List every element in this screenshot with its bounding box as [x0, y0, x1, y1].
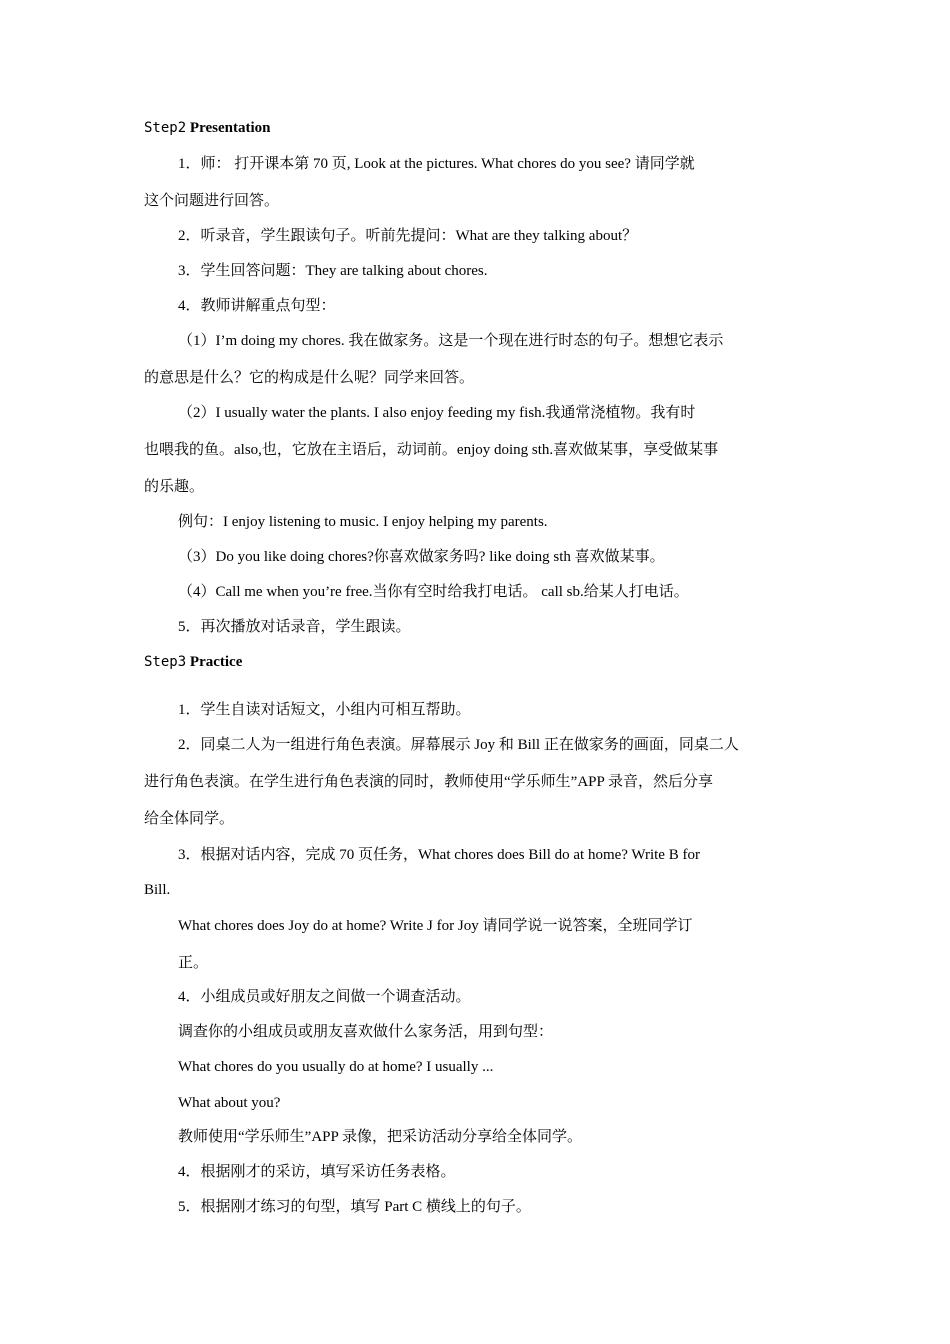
step2-p5: 5．再次播放对话录音，学生跟读。	[178, 619, 411, 635]
step2-s3: （3）Do you like doing chores?你喜欢做家务吗? like doing sth 喜欢做某事。	[178, 549, 665, 565]
step2-p2: 2．听录音，学生跟读句子。听前先提问：What are they talking about？	[178, 228, 638, 244]
step3-p4b: 4．根据刚才的采访，填写采访任务表格。	[178, 1164, 456, 1180]
step3-p4-a: 调查你的小组成员或朋友喜欢做什么家务活，用到句型：	[178, 1024, 554, 1040]
step2-s2-line3: 的乐趣。	[144, 479, 205, 495]
step3-p2-line1: 2．同桌二人为一组进行角色表演。屏幕展示 Joy 和 Bill 正在做家务的画面，同桌二人	[178, 737, 739, 753]
step3-heading	[144, 652, 242, 672]
step2-title: Presentation	[189, 120, 271, 136]
step3-p2-line2: 进行角色表演。在学生进行角色表演的同时，教师使用“学乐师生”APP 录音，然后分享	[144, 774, 714, 790]
step2-s4: （4）Call me when you’re free.当你有空时给我打电话。 call sb.给某人打电话。	[178, 584, 689, 600]
step2-s1-line2: 的意思是什么？它的构成是什么呢？同学来回答。	[144, 370, 475, 386]
step2-p4: 4．教师讲解重点句型：	[178, 298, 336, 314]
step2-s2-line1: （2）I usually water the plants. I also enjoy feeding my fish.我通常浇植物。我有时	[178, 405, 696, 421]
step3-p4-b: What chores do you usually do at home? I usually ...	[178, 1059, 494, 1075]
step2-p1-line2: 这个问题进行回答。	[144, 193, 280, 209]
step3-p3-line1: 3．根据对话内容，完成 70 页任务，What chores does Bill do at home? Write B for	[178, 847, 700, 863]
step2-heading	[144, 118, 270, 138]
step3-p5: 5．根据刚才练习的句型，填写 Part C 横线上的句子。	[178, 1199, 531, 1215]
step2-s2-line2: 也喂我的鱼。also,也，它放在主语后，动词前。enjoy doing sth.喜欢做某事，享受做某事	[144, 442, 719, 458]
step3-title: Practice	[189, 654, 243, 670]
step3-p4: 4．小组成员或好朋友之间做一个调查活动。	[178, 989, 471, 1005]
step3-p4-c: What about you?	[178, 1095, 281, 1111]
step2-p3: 3．学生回答问题：They are talking about chores.	[178, 263, 488, 279]
step2-p1-line1: 1．师： 打开课本第 70 页, Look at the pictures. What chores do you see? 请同学就	[178, 156, 695, 172]
step3-label: Step3	[144, 654, 187, 670]
step2-s1-line1: （1）I’m doing my chores. 我在做家务。这是一个现在进行时态的句子。想想它表示	[178, 333, 724, 349]
step3-p1: 1．学生自读对话短文，小组内可相互帮助。	[178, 702, 471, 718]
step3-p2-line3: 给全体同学。	[144, 811, 235, 827]
step3-p3-line3: What chores does Joy do at home? Write J for Joy 请同学说一说答案，全班同学订	[178, 918, 693, 934]
step2-example: 例句：I enjoy listening to music. I enjoy helping my parents.	[178, 514, 548, 530]
step2-label: Step2	[144, 120, 187, 136]
step3-p4-d: 教师使用“学乐师生”APP 录像，把采访活动分享给全体同学。	[178, 1129, 583, 1145]
step3-p3-line2: Bill.	[144, 882, 171, 898]
step3-p3-line4: 正。	[178, 955, 209, 971]
